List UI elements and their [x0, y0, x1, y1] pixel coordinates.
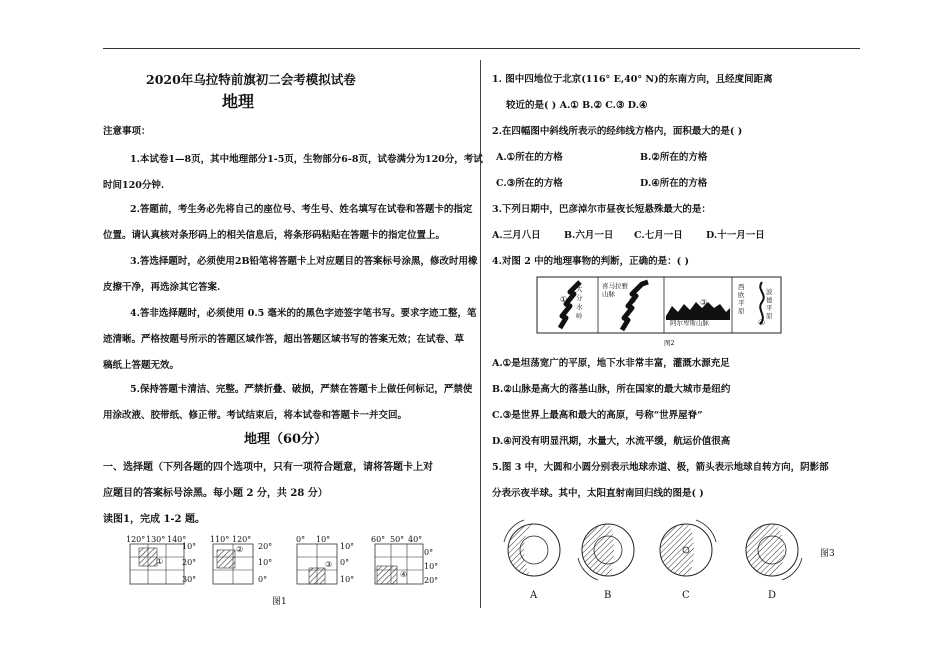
q4-option-b: B.②山脉是高大的落基山脉，所在国家的最大城市是纽约: [492, 384, 731, 395]
notice-2-line2: 位置。请认真核对条形码上的相关信息后，将条形码粘贴在答题卡的指定位置上。: [103, 230, 446, 241]
q4-option-d: D.④河没有明显汛期，水量大，水流平缓，航运价值很高: [492, 436, 731, 447]
fig2-marker-3: ③: [700, 298, 708, 307]
fig1-p2-lon-2: 120°: [232, 535, 252, 544]
grid-panel-4: [375, 544, 423, 584]
fig2-label-great-dividing-range: 大分水岭: [576, 285, 583, 320]
globe-b: [578, 524, 634, 580]
q3-stem: 3.下列日期中，巴彦淖尔市昼夜长短悬殊最大的是：: [492, 204, 711, 215]
section-heading: 地理（60分）: [244, 432, 328, 447]
top-rule: [103, 48, 860, 49]
figure-3-globes: [500, 518, 830, 584]
fig1-p3-marker: ③: [325, 560, 333, 569]
notice-1-line1: 1.本试卷1—8页，其中地理部分1-5页，生物部分6-8页，试卷满分为120分，考试: [130, 154, 483, 165]
q4-option-a: A.①是坦荡宽广的平原，地下水非常丰富，灌溉水源充足: [492, 358, 730, 369]
notice-1-line2: 时间120分钟.: [103, 180, 165, 191]
fig1-p2-lat-1: 20°: [258, 542, 273, 551]
fig1-p4-lon-1: 60°: [371, 535, 386, 544]
notice-3-line1: 3.答选择题时，必须使用2B铅笔将答题卡上对应题目的答案标号涂黑，修改时用橡: [130, 256, 478, 267]
fig1-p1-lat-1: 10°: [182, 542, 197, 551]
fig1-p3-lat-3: 10°: [340, 575, 355, 584]
fig1-p3-lat-2: 0°: [340, 558, 350, 567]
notice-4-line1: 4.答非选择题时，必须使用 0.5 毫米的的黑色字迹签字笔书写。要求字迹工整，笔: [130, 308, 477, 319]
fig1-p3-lat-1: 10°: [340, 542, 355, 551]
fig1-p1-lon-2: 130°: [146, 535, 166, 544]
fig1-p2-lat-3: 0°: [258, 575, 268, 584]
fig1-p3-lon-1: 0°: [296, 535, 306, 544]
fig1-p4-lat-1: 0°: [424, 548, 434, 557]
subject-title: 地理: [222, 92, 255, 111]
fig2-marker-4: ④: [758, 318, 766, 327]
notice-4-line3: 稿纸上答题无效。: [103, 360, 180, 371]
fig1-p1-marker: ①: [156, 557, 164, 566]
q3-option-d: D.十一月一日: [706, 230, 765, 241]
notice-heading: 注意事项：: [103, 126, 151, 137]
q2-option-a: A.①所在的方格: [496, 152, 563, 163]
q4-option-c: C.③是世界上最高和最大的高原，号称“世界屋脊”: [492, 410, 703, 421]
q2-option-d: D.④所在的方格: [640, 178, 708, 189]
figure-1-caption: 图1: [272, 597, 287, 607]
globe-c: [660, 520, 716, 576]
q5-line1: 5.图 3 中，大圆和小圆分别表示地球赤道、极，箭头表示地球自转方向，阴影部: [492, 462, 829, 473]
fig1-p2-marker: ②: [236, 545, 244, 554]
fig2-label-himalayas: 喜马拉雅山脉: [602, 282, 628, 298]
globe-d: [746, 524, 802, 580]
grid-panel-2: [213, 544, 253, 584]
notice-5-line1: 5.保持答题卡清洁、完整。严禁折叠、破损，严禁在答题卡上做任何标记，严禁使: [130, 384, 473, 395]
q3-option-b: B.六月一日: [564, 230, 614, 241]
notice-2-line1: 2.答题前，考生务必先将自己的座位号、考生号、姓名填写在试卷和答题卡的指定: [130, 204, 473, 215]
part1-line2: 应题目的答案标号涂黑。每小题 2 分，共 28 分）: [103, 488, 328, 499]
read-figure-1: 读图1，完成 1-2 题。: [103, 514, 205, 525]
exam-title: 2020年乌拉特前旗初二会考模拟试卷: [146, 72, 356, 87]
notice-3-line2: 皮擦干净，再选涂其它答案.: [103, 282, 221, 293]
fig1-p1-lat-3: 30°: [182, 575, 197, 584]
fig1-p1-lon-1: 120°: [126, 535, 146, 544]
fig1-p1-lat-2: 20°: [182, 558, 197, 567]
figure-3-caption: 图3: [820, 549, 835, 559]
fig1-p4-lat-3: 20°: [424, 576, 439, 585]
fig1-p3-lon-2: 10°: [316, 535, 331, 544]
q2-option-b: B.②所在的方格: [640, 152, 708, 163]
globe-d-label: D: [768, 590, 777, 601]
column-divider: [480, 60, 481, 608]
globe-c-label: C: [682, 590, 690, 601]
fig1-p4-lon-3: 40°: [408, 535, 423, 544]
q3-option-c: C.七月一日: [634, 230, 683, 241]
fig2-label-alps: 阿尔卑斯山脉: [670, 319, 709, 327]
fig1-p2-lon-1: 110°: [210, 535, 230, 544]
fig1-p4-lon-2: 50°: [390, 535, 405, 544]
globe-a-label: A: [530, 590, 538, 601]
globe-a: [504, 520, 560, 576]
fig1-p4-marker: ④: [400, 570, 408, 579]
q4-stem: 4.对图 2 中的地理事物的判断，正确的是：( ): [492, 256, 689, 267]
q5-line2: 分表示夜半球。其中，太阳直射南回归线的图是( ): [492, 488, 704, 499]
fig2-label-polish-plain: 波德平原: [766, 288, 773, 320]
q2-option-c: C.③所在的方格: [496, 178, 563, 189]
fig2-marker-2: ②: [629, 296, 637, 305]
fig1-p1-lon-3: 140°: [167, 535, 187, 544]
figure-2-caption: 图2: [664, 339, 675, 347]
fig2-label-west-european-plain: 西欧平原: [738, 283, 745, 315]
fig1-p2-lat-2: 10°: [258, 558, 273, 567]
fig1-p4-lat-2: 10°: [424, 562, 439, 571]
q2-stem: 2.在四幅图中斜线所表示的经纬线方格内，面积最大的是( ): [492, 126, 743, 137]
q1-line2: 较近的是( ) A.① B.② C.③ D.④: [506, 100, 648, 111]
globe-b-label: B: [604, 590, 612, 601]
notice-4-line2: 迹清晰。严格按题号所示的答题区域作答，超出答题区域书写的答案无效；在试卷、草: [103, 334, 465, 345]
fig2-marker-1: ①: [560, 295, 568, 304]
notice-5-line2: 用涂改液、胶带纸、修正带。考试结束后，将本试卷和答题卡一并交回。: [103, 410, 408, 421]
q1-line1: 1. 图中四地位于北京(116° E,40° N)的东南方向，且经度间距离: [492, 74, 773, 85]
q3-option-a: A.三月八日: [492, 230, 541, 241]
part1-line1: 一、选择题（下列各题的四个选项中，只有一项符合题意，请将答题卡上对: [103, 462, 433, 473]
